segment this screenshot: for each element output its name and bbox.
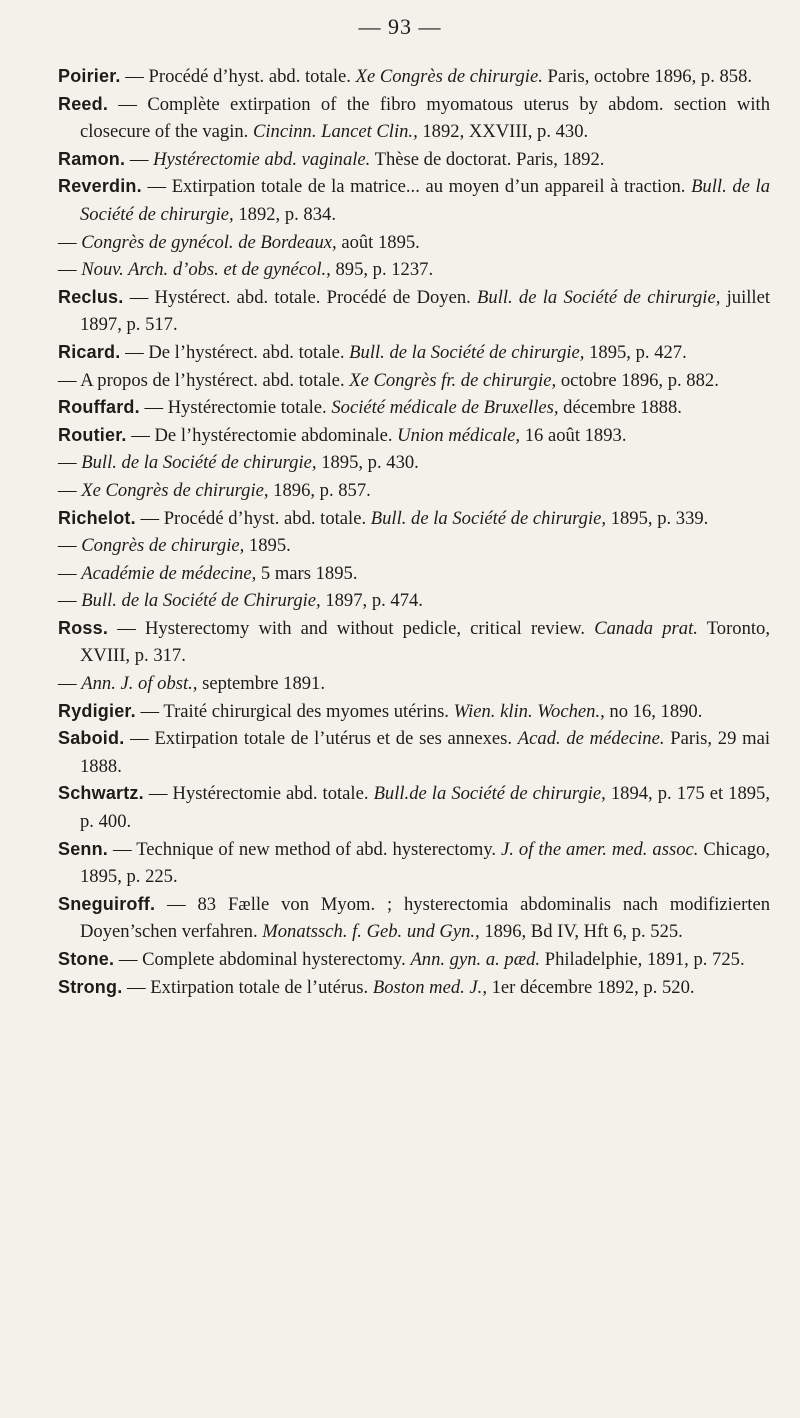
entry-pre: — Hysterectomy with and without pedicle, critical review. — [108, 617, 595, 639]
entry-post: 1896, p. 857. — [268, 479, 371, 501]
entry-post: Paris, octobre 1896, p. 858. — [542, 66, 753, 87]
entry-pre: — A propos de l’hystérect. abd. totale. — [58, 369, 350, 391]
entry-title: Bull. de la Société de chirurgie, — [80, 176, 770, 225]
entry-author: Ricard. — [58, 341, 121, 362]
entry-title: Ann. gyn. a. pæd. — [410, 949, 541, 970]
entry-title: Académie de médecine, — [81, 562, 257, 584]
entry-author: Rydigier. — [58, 700, 136, 721]
entry-post: 1892, XXVIII, p. 430. — [417, 121, 589, 143]
entry-author: Ross. — [58, 617, 109, 638]
entry-title: Monatssch. f. Geb. und Gyn., — [262, 921, 480, 943]
entry-pre: — — [58, 590, 82, 612]
entry-post: 1896, Bd IV, Hft 6, p. 525. — [479, 921, 683, 943]
bibliography-entry — [58, 91, 770, 146]
entry-pre: — Hystérectomie abd. totale. — [143, 783, 374, 805]
entry-title: Canada prat. — [594, 617, 698, 639]
entry-pre: — Complete abdominal hysterectomy. — [114, 949, 411, 970]
entry-title: Xe Congrès de chirurgie, — [81, 479, 269, 501]
entry-post: 1895, p. 427. — [584, 341, 687, 363]
entry-pre: — Extirpation totale de l’utérus et de ses annexes. — [124, 728, 518, 750]
entry-pre: — De l’hystérect. abd. totale. — [120, 341, 350, 363]
entry-title: Bull. de la Société de chirurgie, — [477, 286, 721, 308]
bibliography-entry — [58, 587, 770, 615]
entry-pre: — — [58, 562, 82, 584]
entry-pre: — Hystérectomie totale. — [139, 397, 332, 419]
entry-post: 1897, p. 474. — [320, 590, 423, 612]
entry-post: Chicago, 1895, p. 225. — [80, 838, 770, 888]
bibliography-entry — [58, 532, 770, 560]
bibliography-entry — [58, 146, 770, 174]
entry-author: Reclus. — [58, 286, 124, 307]
entry-title: Nouv. Arch. d’obs. et de gynécol., — [81, 259, 331, 281]
entry-title: Bull. de la Société de chirurgie, — [370, 507, 607, 529]
entry-author: Richelot. — [58, 507, 136, 528]
entry-post: octobre 1896, p. 882. — [556, 369, 719, 391]
entry-title: Congrès de gynécol. de Bordeaux, — [81, 231, 337, 253]
entry-pre: — Extirpation totale de l’utérus. — [122, 976, 373, 998]
bibliography-entry — [58, 284, 770, 339]
bibliography-entry — [58, 725, 770, 780]
entry-pre: — — [58, 231, 82, 253]
entry-pre: — Technique of new method of abd. hysterectomy. — [108, 838, 502, 860]
entry-title: Congrès de chirurgie, — [81, 535, 245, 557]
entry-post: août 1895. — [336, 231, 420, 253]
entry-pre: — — [58, 259, 82, 281]
entry-title: Société médicale de Bruxelles, — [331, 397, 559, 419]
entry-author: Stone. — [58, 949, 115, 969]
entry-pre: — — [58, 479, 82, 501]
bibliography-entry — [58, 780, 770, 835]
bibliography-entry — [58, 836, 770, 891]
bibliography-entry — [58, 256, 770, 284]
entry-author: Routier. — [58, 424, 127, 445]
entry-post: Paris, 29 mai 1888. — [80, 728, 770, 777]
entry-pre: — Traité chirurgical des myomes utérins. — [135, 700, 454, 722]
entry-pre: — — [125, 148, 154, 170]
entry-post: 895, p. 1237. — [330, 259, 434, 281]
entry-post: Toronto, XVIII, p. 317. — [80, 617, 770, 667]
entry-author: Reed. — [58, 93, 109, 114]
entry-title: Hystérectomie abd. vaginale. — [153, 148, 371, 170]
entry-pre: — Procédé d’hyst. abd. totale. — [135, 507, 371, 529]
entry-pre: — Procédé d’hyst. abd. totale. — [120, 66, 356, 87]
bibliography-entry — [58, 173, 770, 228]
entry-pre: — Complète extirpation of the fibro myomatous uterus by abdom. section with closecure of the vagin. — [80, 93, 770, 143]
bibliography-entry — [58, 615, 770, 670]
entry-title: Boston med. J., — [372, 976, 487, 998]
entry-title: Bull. de la Société de chirurgie, — [349, 341, 585, 363]
bibliography-entry — [58, 670, 770, 698]
bibliography-entry — [58, 560, 770, 588]
entry-title: Acad. de médecine. — [517, 728, 665, 750]
entry-post: Philadelphie, 1891, p. 725. — [540, 949, 745, 970]
entry-post: juillet 1897, p. 517. — [80, 286, 770, 336]
page-number: — 93 — — [358, 14, 442, 39]
entry-title: Bull.de la Société de chirurgie, — [373, 783, 606, 805]
entry-pre: — — [58, 452, 82, 474]
entry-author: Senn. — [58, 838, 109, 859]
entry-pre: — — [58, 535, 82, 557]
entry-title: J. of the amer. med. assoc. — [501, 838, 699, 860]
entry-title: Xe Congrès de chirurgie. — [355, 66, 543, 87]
bibliography-entry — [58, 477, 770, 505]
entry-author: Schwartz. — [58, 783, 144, 804]
entry-title: Cincinn. Lancet Clin., — [252, 121, 418, 143]
entry-post: 1895, p. 430. — [316, 452, 419, 474]
entry-post: 5 mars 1895. — [256, 562, 358, 584]
bibliography-entry — [58, 367, 770, 395]
entry-post: 1895, p. 339. — [606, 507, 709, 529]
bibliography-entry — [58, 339, 770, 367]
bibliography-entry — [58, 229, 770, 257]
entry-title: Bull. de la Société de Chirurgie, — [81, 590, 321, 612]
entry-pre: — Hystérect. abd. totale. Procédé de Doyen. — [123, 286, 478, 308]
entry-post: décembre 1888. — [558, 397, 682, 419]
entry-post: 1892, p. 834. — [233, 203, 336, 225]
entry-author: Rouffard. — [58, 397, 140, 418]
bibliography-entry — [58, 422, 770, 450]
entry-title: Xe Congrès fr. de chirurgie, — [349, 369, 557, 391]
bibliography-entry — [58, 698, 770, 726]
entry-title: Union médicale, — [397, 424, 521, 446]
entry-title: Ann. J. of obst., — [81, 673, 198, 695]
entry-author: Sneguiroff. — [58, 893, 156, 914]
entry-author: Strong. — [58, 976, 123, 997]
entry-pre: — 83 Fælle von Myom. ; hysterectomia abdominalis nach modifizierten Doyen’schen verfahren. — [80, 893, 770, 943]
entry-post: 1895. — [244, 535, 291, 557]
entry-pre: — Extirpation totale de la matrice... au moyen d’un appareil à traction. — [141, 176, 692, 198]
bibliography-entry — [58, 946, 770, 974]
entry-title: Wien. klin. Wochen., — [453, 700, 605, 722]
entry-author: Poirier. — [58, 66, 121, 86]
entry-post: septembre 1891. — [197, 673, 325, 695]
bibliography-entry — [58, 63, 770, 91]
entry-post: no 16, 1890. — [604, 700, 703, 722]
entry-title: Bull. de la Société de chirurgie, — [81, 452, 317, 474]
entry-post: 16 août 1893. — [520, 424, 627, 446]
entry-pre: — — [58, 673, 82, 695]
entry-post: 1894, p. 175 et 1895, p. 400. — [80, 783, 771, 833]
bibliography-entry — [58, 505, 770, 533]
bibliography-list — [58, 63, 770, 1001]
entry-post: 1er décembre 1892, p. 520. — [486, 976, 695, 998]
bibliography-entry — [58, 394, 770, 422]
entry-author: Ramon. — [58, 148, 126, 169]
entry-author: Saboid. — [58, 728, 125, 749]
bibliography-entry — [58, 891, 770, 946]
entry-author: Reverdin. — [58, 176, 142, 197]
bibliography-entry — [58, 449, 770, 477]
entry-post: Thèse de doctorat. Paris, 1892. — [370, 148, 605, 170]
bibliography-entry — [58, 974, 770, 1002]
entry-pre: — De l’hystérectomie abdominale. — [126, 424, 398, 446]
